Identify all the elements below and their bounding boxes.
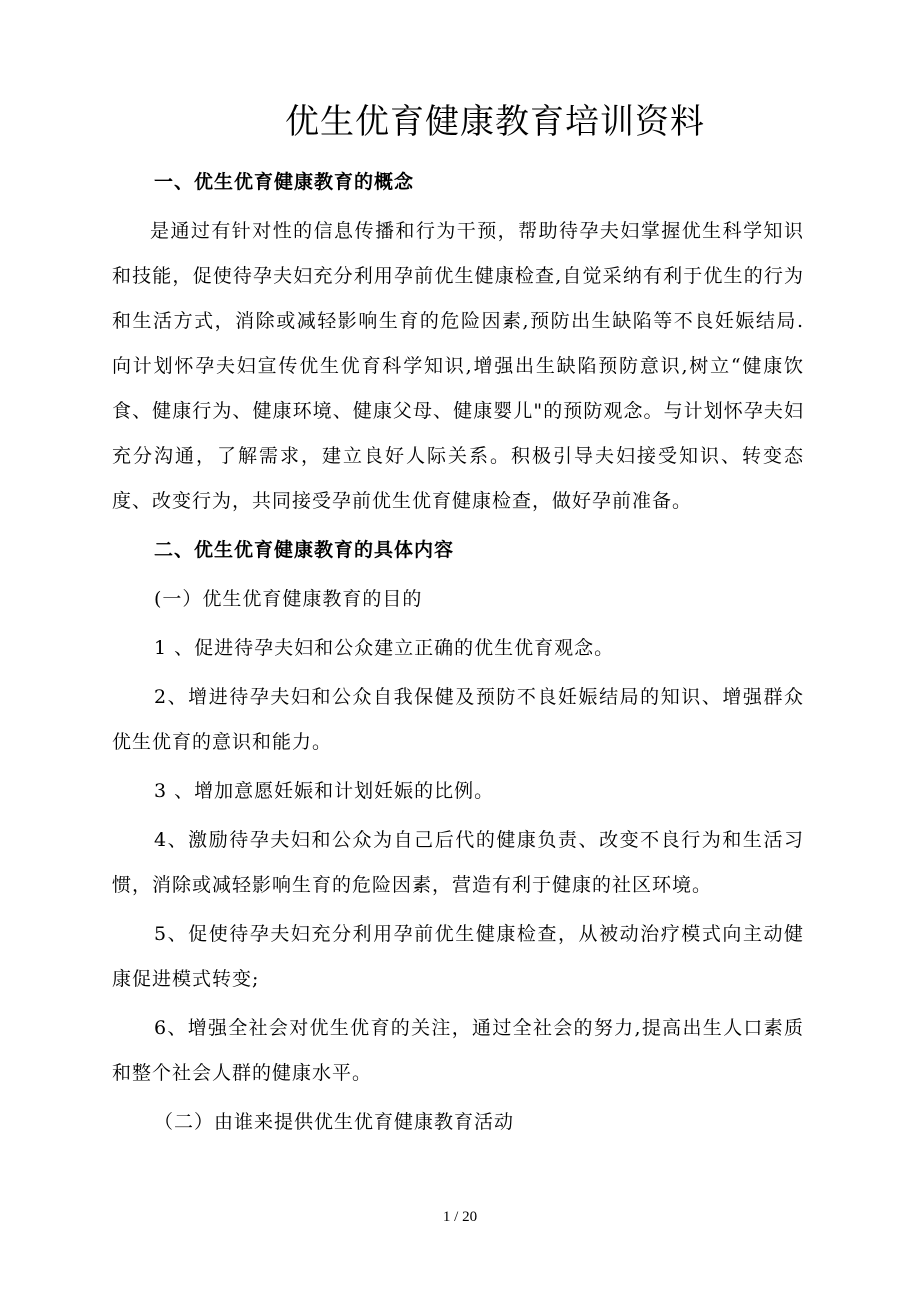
page-number: 1 / 20 <box>442 1209 478 1225</box>
list-item: 1 、促进待孕夫妇和公众建立正确的优生优育观念。 <box>154 637 615 659</box>
section-heading-content: 二、优生优育健康教育的具体内容 <box>154 539 455 561</box>
list-item: 6、增强全社会对优生优育的关注，通过全社会的努力,提高出生人口素质和整个社会人群的健康水平。 <box>112 1017 804 1084</box>
subsection-heading-purpose: (一）优生优育健康教育的目的 <box>154 588 423 610</box>
concept-paragraph: 是通过有针对性的信息传播和行为干预，帮助待孕夫妇掌握优生科学知识和技能，促使待孕夫妇充分利用孕前优生健康检查,自觉采纳有利于优生的行为和生活方式，消除或减轻影响生育的危险因素,预防出生缺陷等不良妊娠结局.向计划怀孕夫妇宣传优生优育科学知识,增强出生缺陷预防意识,树立“健康饮食、健康行为、健康环境、健康父母、健康婴儿"的预防观念。与计划怀孕夫妇充分沟通，了解需求，建立良好人际关系。积极引导夫妇接受知识、转变态度、改变行为，共同接受孕前优生优育健康检查，做好孕前准备。 <box>112 220 804 512</box>
list-item: 5、促使待孕夫妇充分利用孕前优生健康检查，从被动治疗模式向主动健康促进模式转变; <box>112 923 804 990</box>
page-title: 优生优育健康教育培训资料 <box>285 102 705 142</box>
document-body <box>112 160 804 1149</box>
list-item: 2、增进待孕夫妇和公众自我保健及预防不良妊娠结局的知识、增强群众优生优育的意识和能力。 <box>112 686 804 753</box>
list-item: 4、激励待孕夫妇和公众为自己后代的健康负责、改变不良行为和生活习惯，消除或减轻影响生育的危险因素，营造有利于健康的社区环境。 <box>112 829 804 896</box>
section-heading-concept: 一、优生优育健康教育的概念 <box>154 171 415 193</box>
list-item: 3 、增加意愿妊娠和计划妊娠的比例。 <box>154 780 495 802</box>
subsection-heading-provider: （二）由谁来提供优生优育健康教育活动 <box>154 1111 515 1133</box>
